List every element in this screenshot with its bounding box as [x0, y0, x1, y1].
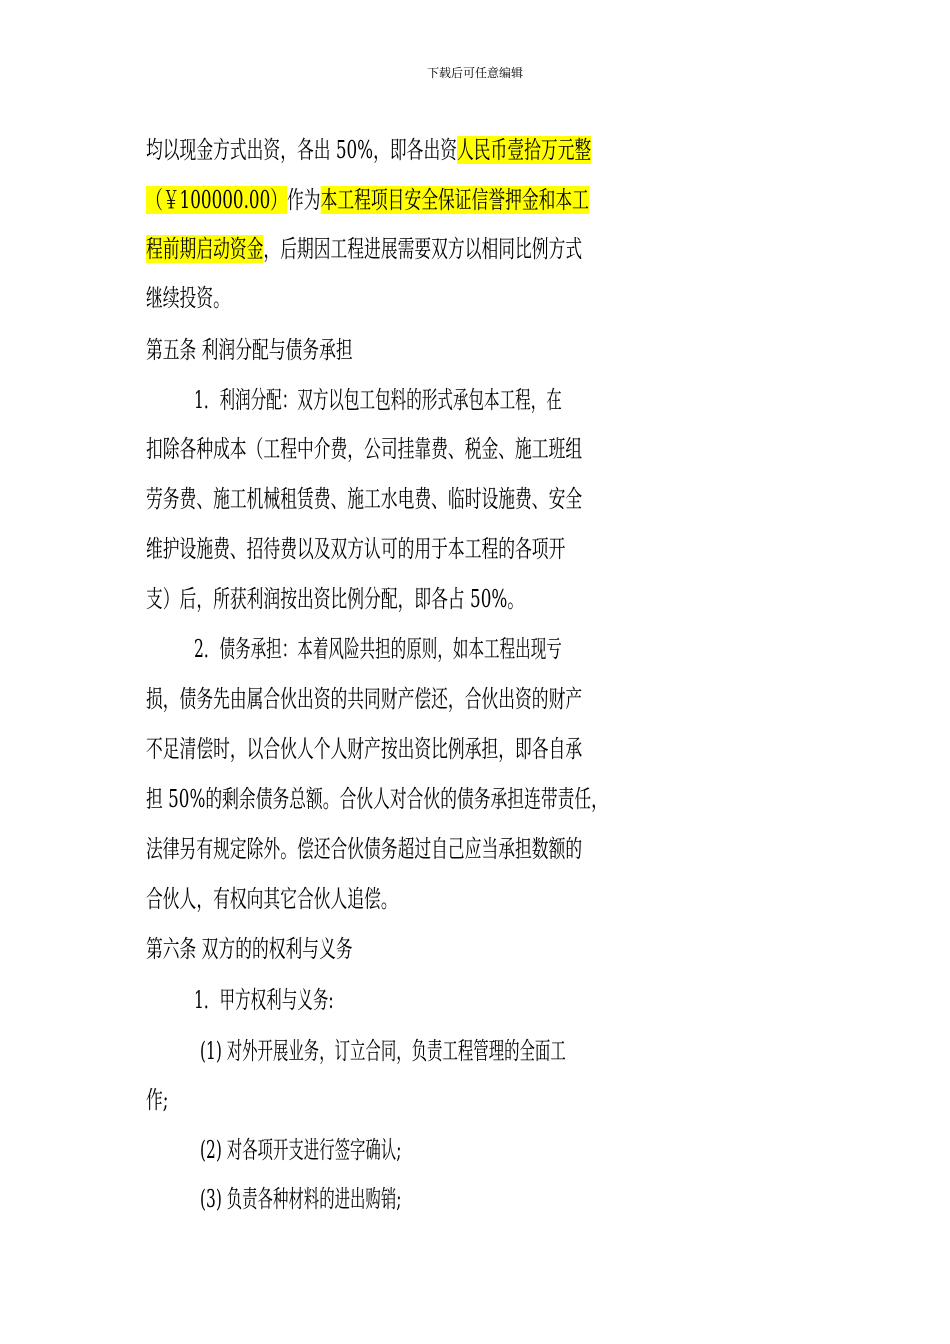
- paragraph-line: [146, 232, 810, 266]
- paragraph-line: 合伙人，有权向其它合伙人追偿。: [146, 885, 398, 913]
- highlighted-text: 本工程项目安全保证信誉押金和本工: [320, 186, 589, 214]
- highlighted-text: 人民币壹拾万元整: [456, 136, 592, 164]
- paragraph-line: [146, 133, 810, 167]
- paragraph-line: 1．利润分配：双方以包工包料的形式承包本工程，在: [194, 386, 562, 414]
- paragraph-line: 扣除各种成本（工程中介费，公司挂靠费、税金、施工班组: [146, 435, 583, 463]
- subsection-heading: 1．甲方权利与义务:: [194, 986, 334, 1014]
- page-header: 下载后可任意编辑: [426, 66, 523, 80]
- text-run: 均以现金方式出资，各出 50%，即各出资: [146, 136, 457, 164]
- list-item: (3) 负责各种材料的进出购销;: [200, 1185, 402, 1213]
- list-item-continuation: 作;: [146, 1086, 169, 1114]
- text-run: 继续投资。: [146, 284, 230, 312]
- paragraph-line: [146, 183, 810, 217]
- paragraph-line: 2．债务承担：本着风险共担的原则，如本工程出现亏: [194, 635, 562, 663]
- text-run: 作为: [287, 186, 321, 214]
- list-item: (1) 对外开展业务，订立合同，负责工程管理的全面工: [200, 1037, 566, 1065]
- paragraph-line: 损，债务先由属合伙出资的共同财产偿还，合伙出资的财产: [146, 685, 583, 713]
- text-run: ，后期因工程进展需要双方以相同比例方式: [263, 235, 583, 263]
- highlighted-text: （￥100000.00）: [146, 186, 288, 214]
- section-heading: 第六条 双方的的权利与义务: [146, 935, 353, 963]
- paragraph-line: [146, 281, 810, 315]
- paragraph-line: 不足清偿时，以合伙人个人财产按出资比例承担，即各自承: [146, 735, 583, 763]
- paragraph-line: 支）后，所获利润按出资比例分配，即各占 50%。: [146, 585, 525, 613]
- section-heading: 第五条 利润分配与债务承担: [146, 336, 353, 364]
- list-item: (2) 对各项开支进行签字确认;: [200, 1136, 402, 1164]
- paragraph-line: 劳务费、施工机械租赁费、施工水电费、临时设施费、安全: [146, 485, 583, 513]
- highlighted-text: 程前期启动资金: [146, 235, 264, 263]
- paragraph-line: 法律另有规定除外。偿还合伙债务超过自己应当承担数额的: [146, 835, 583, 863]
- paragraph-line: 担 50%的剩余债务总额。合伙人对合伙的债务承担连带责任，: [146, 785, 608, 813]
- paragraph-line: 维护设施费、招待费以及双方认可的用于本工程的各项开: [146, 535, 566, 563]
